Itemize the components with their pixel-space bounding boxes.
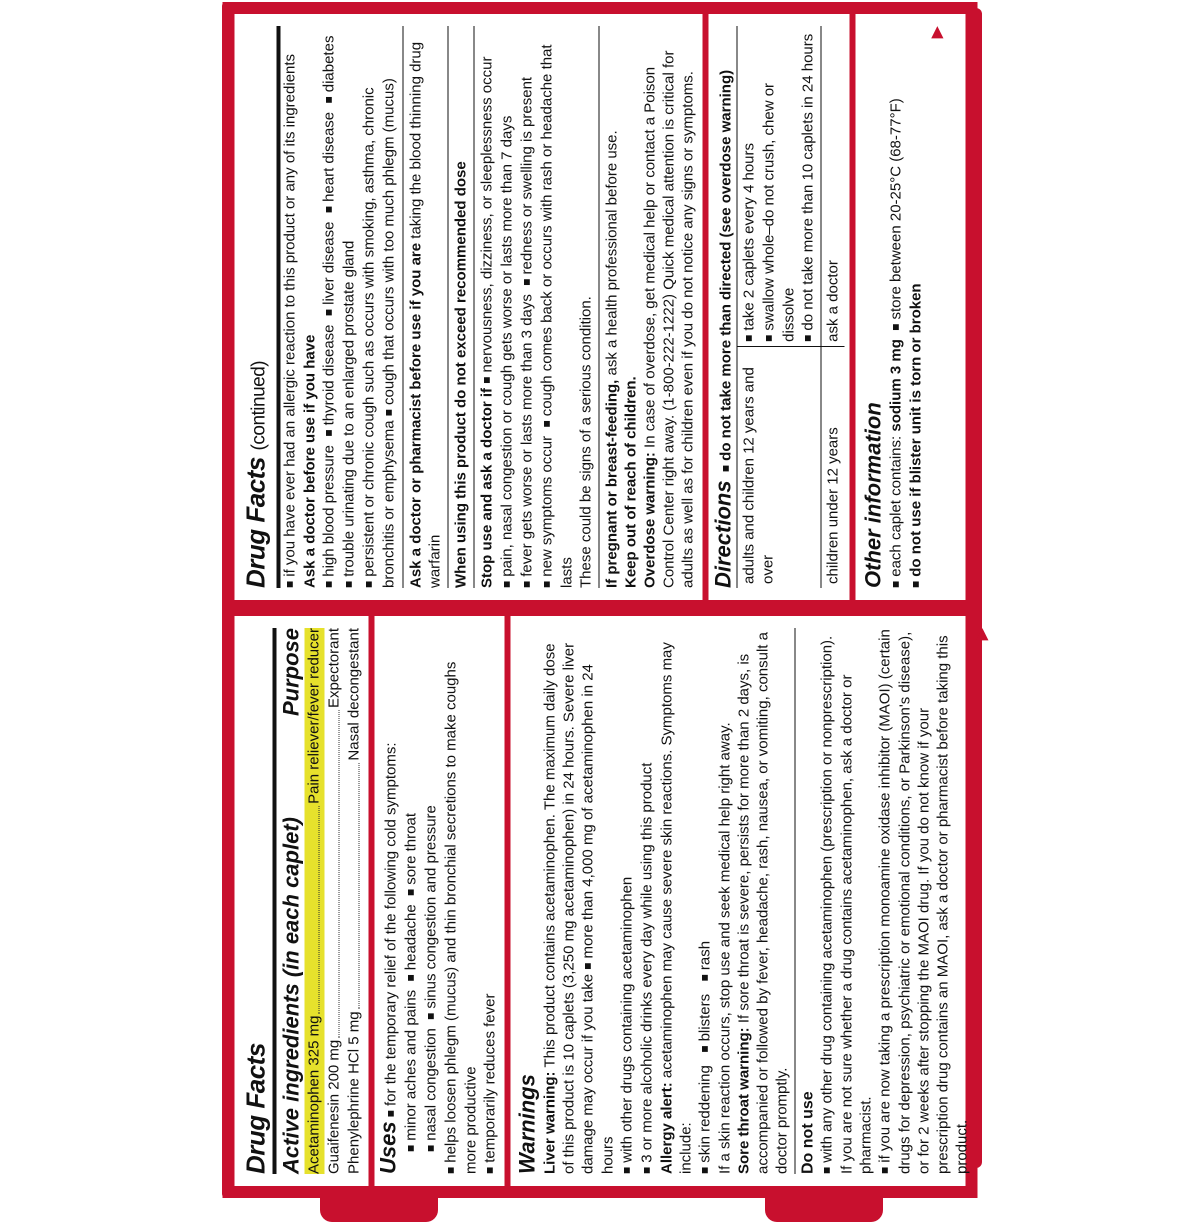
other-information-section: Other information ■ each caplet contains: sodium 3 mg ■ store between 20-25°C (68-77°F) ■ do not use if blister unit is torn or broken ▶ <box>861 26 947 588</box>
uses-header: Uses <box>375 1121 401 1174</box>
drug-facts-continued-column: Drug Facts (continued) ■ if you have ever had an allergic reaction to this product or any of its ingredients Ask a doctor before use if you have ■ high blood pressure ■ thyroid disease ■ liver disease ■ heart disease ■ diabetes ■ trouble urinating due to an enlarged prostate gland ■ persistent or chronic cough such as occurs with smoking, asthma, chronic bronchitis or emphysema ■ cough that occurs with too much phlegm (mucus) Ask a doctor or pharmacist before use if you are taking the blood thinning drug warfarin When using this product do not exceed recommended dose Stop use and ask a doctor if ■ nervousness, dizziness, or sleeplessness occur ■ pain, nasal congestion or cough gets worse or lasts more than 7 days ■ fever gets worse or lasts more than 3 days ■ redness or swelling is present ■ new symptoms occur ■ cough comes back or occurs with rash or headache that lasts These could be signs of a serious condition. If pregnant or breast-feeding, ask a health professional before use. Keep out of reach of children. Overdose warning: In case of overdose, get medical help or contact a Poison Control Center right away. (1-800-222-1222) Quick medical attention is critical for adults as well as for children even if you do not notice any signs or symptoms. Directions ■ do not take more than directed (see overdose warning) adults and children 12 years and over ■ take 2 caplets every 4 hours ■ swallow whole–do not crush, chew or dissolve ■ do not take more than 10 caplets in 24 hours children under 12 years ask a doctor Other information ■ each caplet contains: sodium 3 mg ■ store between 20-25°C (68-77°F) ■ do not use if blister unit is torn or broken ▶ <box>235 14 966 600</box>
directions-table <box>737 26 845 588</box>
do-not-use-header: Do not use <box>799 1091 817 1174</box>
table-row: adults and children 12 years and over ■ take 2 caplets every 4 hours ■ swallow whole–do not crush, chew or dissolve ■ do not take more than 10 caplets in 24 hours <box>737 26 821 588</box>
warnings-section: Warnings Liver warning: This product contains acetaminophen. The maximum daily dose of this product is 10 caplets (3,250 mg acetaminophen) in 24 hours. Severe liver damage may occur if you take ■ more than 4,000 mg of acetaminophen in 24 hours ■ with other drugs containing acetaminophen ■ 3 or more alcoholic drinks every day while using this product Allergy alert: acetaminophen may cause severe skin reactions. Symptoms may include: ■ skin reddening ■ blisters ■ rash If a skin reaction occurs, stop use and seek medical help right away. Sore throat warning: If sore throat is severe, persists for more than 2 days, is accompanied or followed by fever, headache, rash, nausea, or vomiting, consult a doctor promptly. Do not use ■ with any other drug containing acetaminophen (prescription or nonprescription). If you are not sure whether a drug contains acetaminophen, ask a doctor or pharmacist. ■ if you are now taking a prescription monoamine oxidase inhibitor (MAOI) (certain drugs for depression, psychiatric or emotional conditions, or Parkinson's disease), or for 2 weeks after stopping the MAOI drug. If you do not know if your prescription drug contains an MAOI, ask a doctor or pharmacist before taking this product. ▶ <box>515 628 992 1174</box>
drug-facts-continued-title: Drug Facts (continued) <box>241 26 281 588</box>
ingredient-row: Guaifenesin 200 mg Expectorant <box>325 628 343 1174</box>
drug-facts-title: Drug Facts <box>241 628 277 1174</box>
ingredient-row: Acetaminophen 325 mg Pain reliever/fever reducer <box>305 628 323 1174</box>
table-row: children under 12 years ask a doctor <box>821 26 845 588</box>
other-information-header: Other information <box>860 402 886 588</box>
drug-facts-label <box>223 2 991 1198</box>
drug-facts-main-column <box>235 616 991 1186</box>
continue-arrow-icon: ▶ <box>973 628 991 641</box>
purpose-header: Purpose <box>278 628 304 717</box>
directions-header: Directions <box>710 480 736 588</box>
continue-arrow-icon: ▶ <box>928 26 946 39</box>
warnings-header: Warnings <box>514 1074 540 1174</box>
active-ingredients-header: Active ingredients (in each caplet) <box>278 817 304 1174</box>
ingredient-row: Phenylephrine HCl 5 mg Nasal decongestant <box>345 628 363 1174</box>
uses-section: Uses ■ for the temporary relief of the following cold symptoms: ■ minor aches and pains ■ headache ■ sore throat ■ nasal congestion ■ sinus congestion and pressure ■ helps loosen phlegm (mucus) and thin bronchial secretions to make coughs more productive ■ temporarily reduces fever <box>379 628 501 1174</box>
directions-section: Directions ■ do not take more than directed (see overdose warning) adults and children 12 years and over ■ take 2 caplets every 4 hours ■ swallow whole–do not crush, chew or dissolve ■ do not take more than 10 caplets in 24 hours children under 12 years ask a doctor <box>714 26 845 588</box>
